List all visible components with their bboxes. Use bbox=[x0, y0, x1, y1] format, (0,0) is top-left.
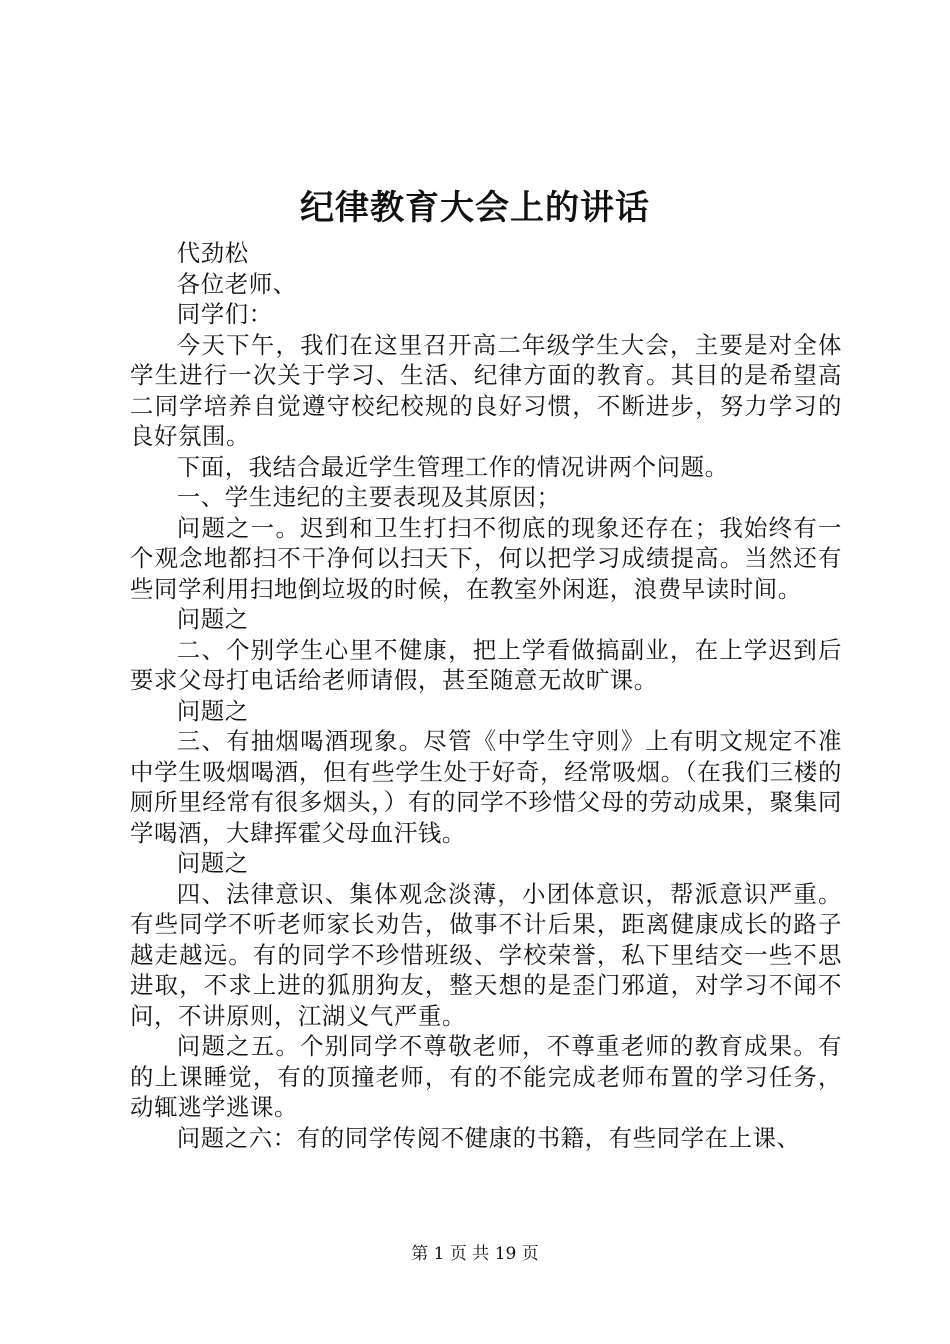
body-paragraph: 问题之 bbox=[176, 605, 249, 633]
section-heading: 一、学生违纪的主要表现及其原因； bbox=[176, 483, 561, 511]
body-paragraph: 二、个别学生心里不健康，把上学看做搞副业，在上学迟到后要求父母打电话给老师请假，甚至随意无故旷课。 bbox=[130, 635, 842, 694]
page-number-footer: 第 1 页 共 19 页 bbox=[411, 1244, 539, 1264]
salutation-line: 各位老师、 bbox=[176, 269, 297, 298]
body-paragraph: 四、法律意识、集体观念淡薄，小团体意识，帮派意识严重。有些同学不听老师家长劝告，做事不计后果，距离健康成长的路子越走越远。有的同学不珍惜班级、学校荣誉，私下里结交一些不思进取，不求上进的狐朋狗友，整天想的是歪门邪道，对学习不闻不问，不讲原则，江湖义气严重。 bbox=[130, 879, 842, 1030]
document-body bbox=[130, 238, 842, 1153]
salutation-line: 同学们： bbox=[176, 300, 273, 328]
body-paragraph: 今天下午，我们在这里召开高二年级学生大会，主要是对全体学生进行一次关于学习、生活、纪律方面的教育。其目的是希望高二同学培养自觉遵守校纪校规的良好习惯，不断进步，努力学习的良好氛围。 bbox=[130, 330, 842, 450]
body-paragraph: 问题之六：有的同学传阅不健康的书籍，有些同学在上课、 bbox=[176, 1123, 801, 1152]
document-title: 纪律教育大会上的讲话 bbox=[300, 188, 650, 228]
author-line: 代劲松 bbox=[176, 239, 249, 267]
body-paragraph: 三、有抽烟喝酒现象。尽管《中学生守则》上有明文规定不准中学生吸烟喝酒，但有些学生处于好奇，经常吸烟。（在我们三楼的厕所里经常有很多烟头，）有的同学不珍惜父母的劳动成果，聚集同学喝酒，大肆挥霍父母血汗钱。 bbox=[130, 727, 842, 847]
body-paragraph: 问题之一。迟到和卫生打扫不彻底的现象还存在；我始终有一个观念地都扫不干净何以扫天下，何以把学习成绩提高。当然还有些同学利用扫地倒垃圾的时候，在教室外闲逛，浪费早读时间。 bbox=[130, 513, 842, 603]
body-paragraph: 问题之五。个别同学不尊敬老师，不尊重老师的教育成果。有的上课睡觉，有的顶撞老师，有的不能完成老师布置的学习任务，动辄逃学逃课。 bbox=[130, 1032, 842, 1121]
body-paragraph: 问题之 bbox=[176, 849, 249, 877]
body-paragraph: 问题之 bbox=[176, 696, 249, 725]
body-paragraph: 下面，我结合最近学生管理工作的情况讲两个问题。 bbox=[176, 452, 729, 481]
